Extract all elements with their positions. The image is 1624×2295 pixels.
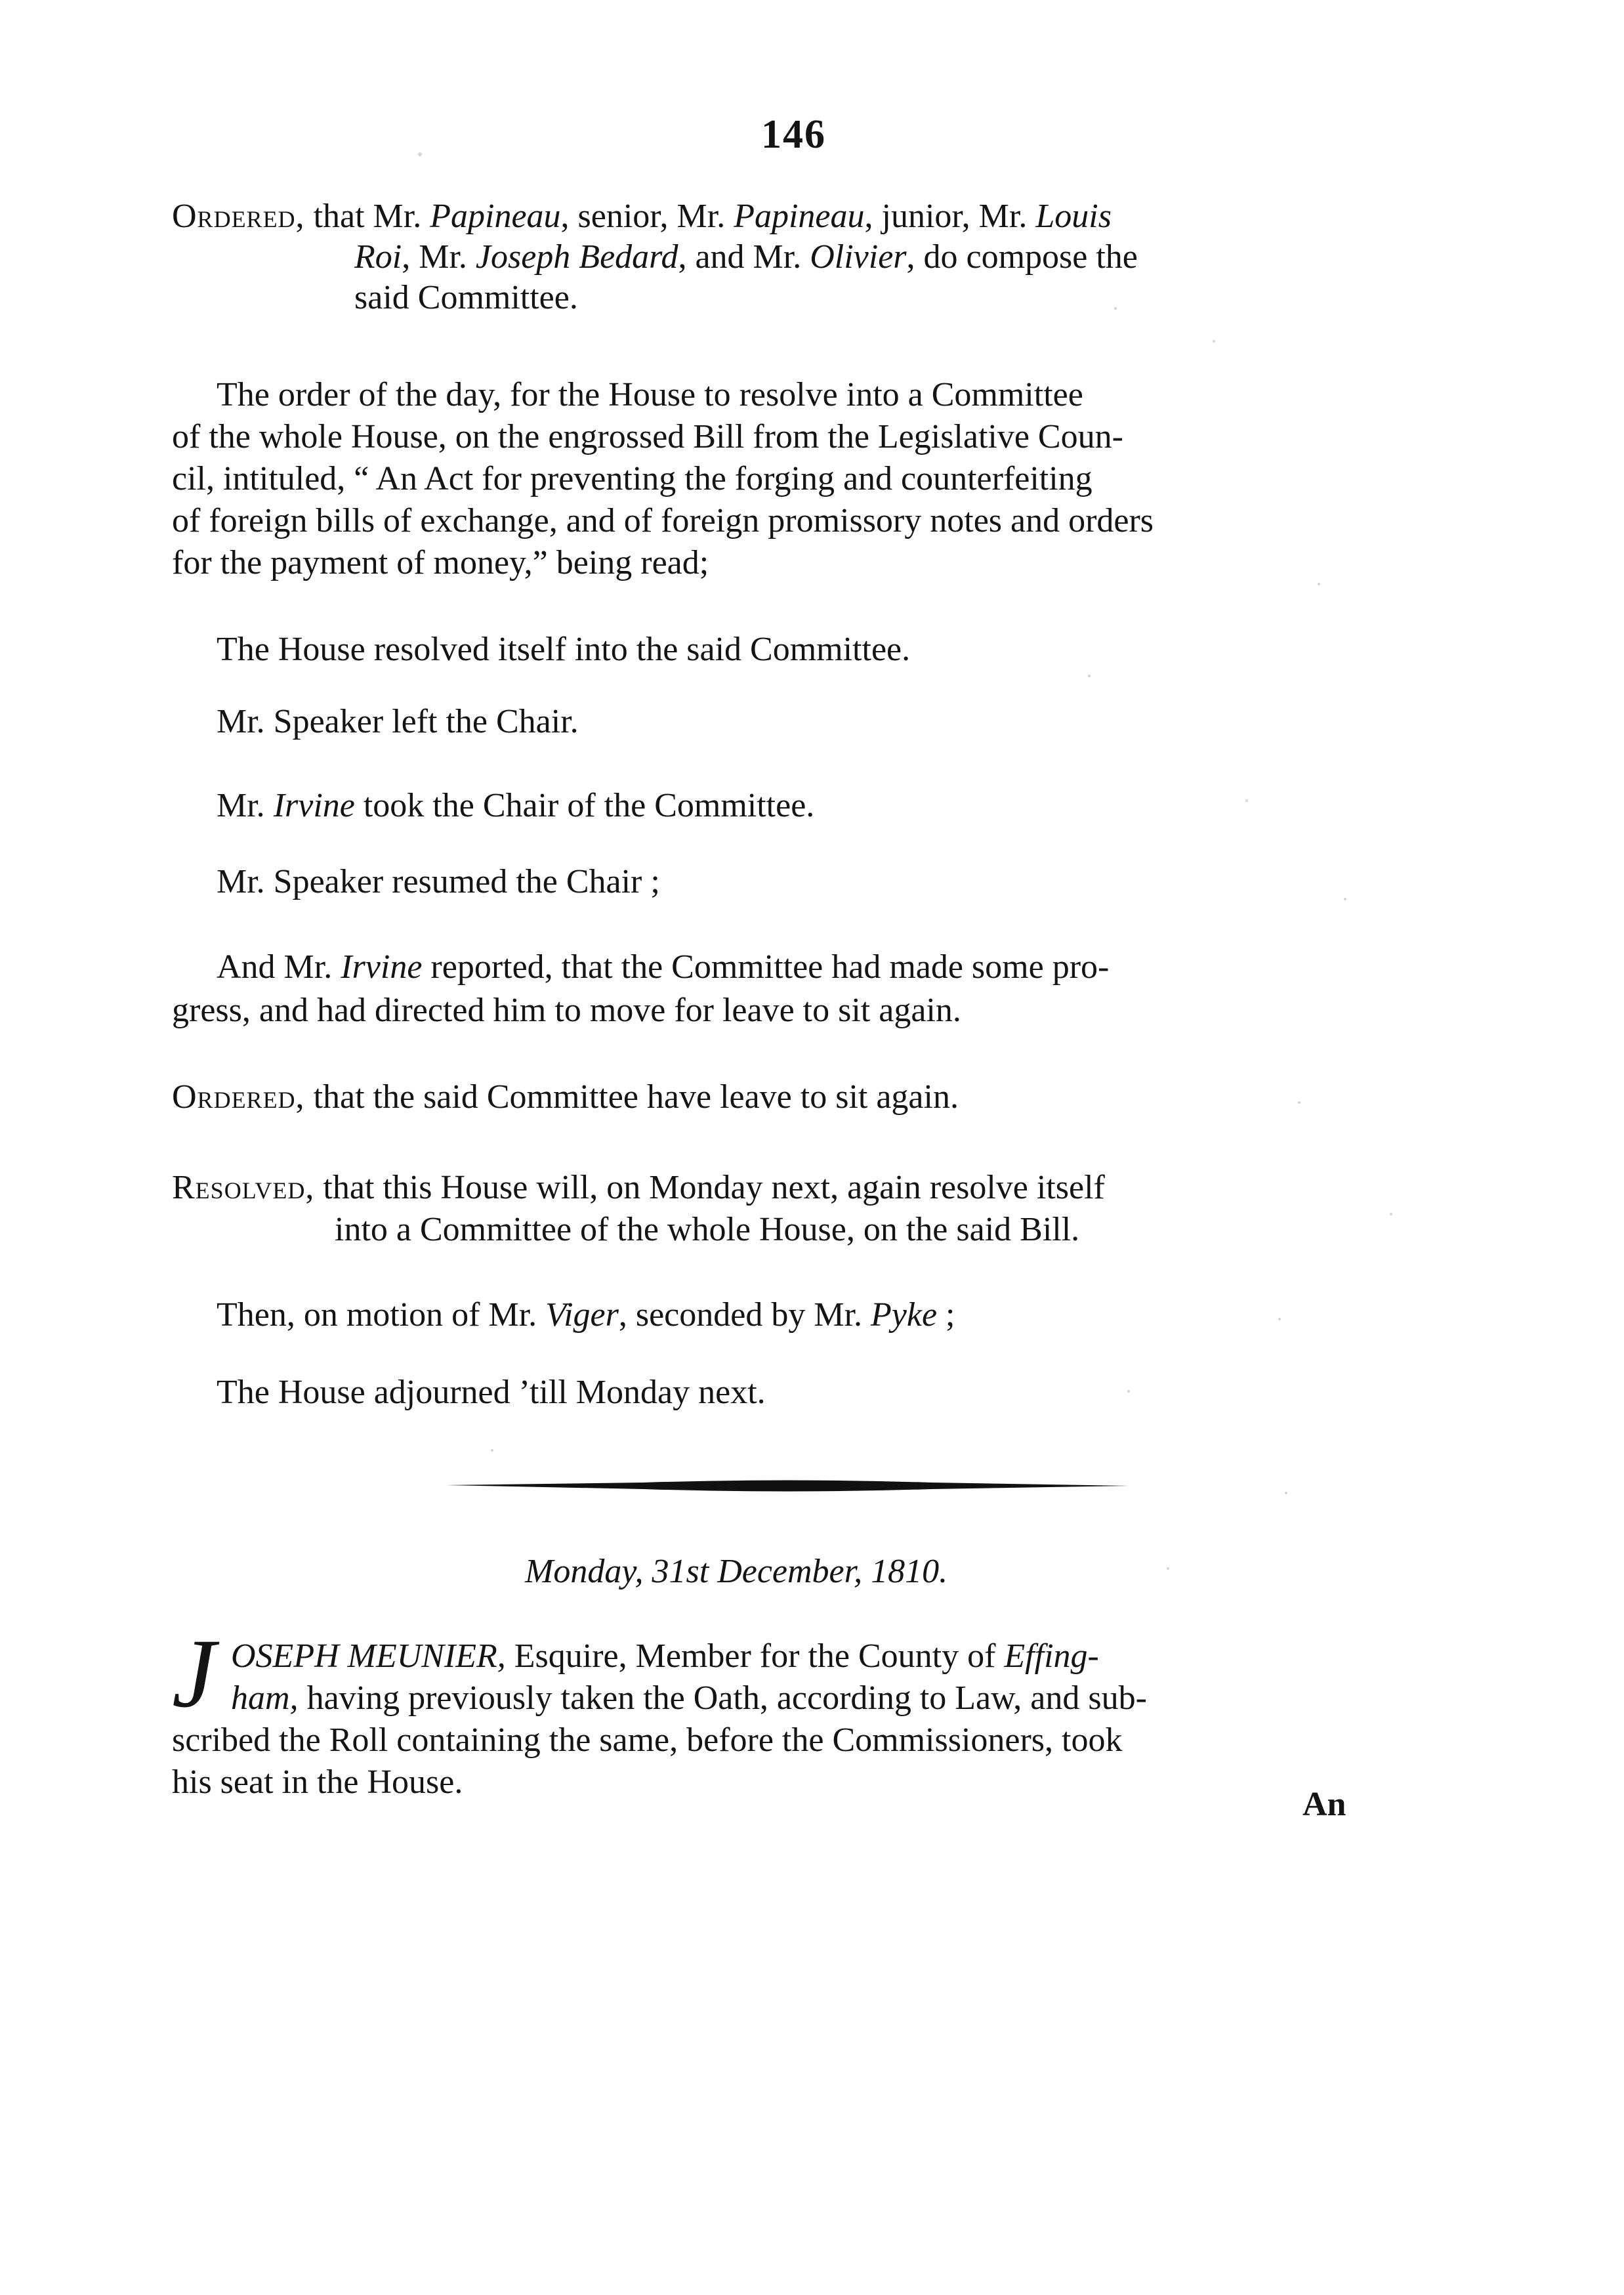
ordered-leave-to-sit [172,1076,959,1118]
speaker-resumed-chair: Mr. Speaker resumed the Chair ; [217,863,660,900]
member-name: Pyke [871,1296,938,1334]
text: , senior, Mr. [560,198,734,235]
catchword: An [1302,1786,1346,1823]
text: ; [937,1296,955,1334]
meunier-line-1 [231,1635,1099,1677]
page-number: 146 [761,112,826,157]
text: reported, that the Committee had made some pro- [422,948,1110,986]
text: Then, on motion of Mr. [217,1296,546,1334]
member-name: Joseph Bedard [475,238,678,276]
text: Esquire, Member for the County of [505,1637,1005,1675]
meunier-line-2 [231,1677,1147,1719]
ordered-committee-line-1 [172,196,1112,238]
drop-cap: J [172,1619,216,1728]
text: having previously taken the Oath, according to Law, and sub- [298,1679,1147,1717]
meunier-line-4: his seat in the House. [172,1763,463,1801]
text: And Mr. [217,948,341,986]
house-adjourned: The House adjourned ’till Monday next. [217,1374,766,1411]
member-name: Louis [1035,198,1112,235]
member-name: OSEPH MEUNIER, [231,1637,506,1675]
text: that Mr. [304,198,430,235]
section-divider [446,1477,1129,1496]
member-name: Irvine [273,787,355,824]
ordered-keyword: Ordered, [172,198,305,235]
resolved-monday-line-1 [172,1167,1105,1209]
order-of-day-line-4: of foreign bills of exchange, and of foreign promissory notes and orders [172,502,1154,539]
text: , junior, Mr. [864,198,1036,235]
text: , do compose the [906,238,1138,276]
order-of-day-line-5: for the payment of money,” being read; [172,544,709,581]
text: , and Mr. [678,238,810,276]
ordered-committee-line-3: said Committee. [354,279,578,316]
member-name: Papineau [734,198,865,235]
text: Mr. [217,787,274,824]
meunier-line-3: scribed the Roll containing the same, before the Commissioners, took [172,1721,1123,1759]
irvine-took-chair [217,785,814,827]
text: , seconded by Mr. [618,1296,871,1334]
text: that the said Committee have leave to sit again. [304,1078,959,1116]
order-of-day-line-3: cil, intituled, “ An Act for preventing the forging and counterfeiting [172,460,1093,497]
member-name: Viger [545,1296,619,1334]
ordered-committee-line-2 [354,236,1138,278]
motion-line [217,1294,955,1336]
order-of-day-line-2: of the whole House, on the engrossed Bill from the Legislative Coun- [172,418,1123,455]
county-name: ham, [231,1679,299,1717]
house-resolved-committee: The House resolved itself into the said Committee. [217,631,911,668]
text: took the Chair of the Committee. [354,787,815,824]
date-heading: Monday, 31st December, 1810. [525,1553,948,1590]
irvine-reported-line-2: gress, and had directed him to move for leave to sit again. [172,992,961,1029]
member-name: Irvine [341,948,423,986]
ordered-keyword: Ordered, [172,1078,305,1116]
resolved-monday-line-2: into a Committee of the whole House, on the said Bill. [335,1211,1080,1248]
order-of-day-line-1: The order of the day, for the House to resolve into a Committee [217,376,1083,413]
member-name: Roi [354,238,402,276]
irvine-reported-line-1 [217,946,1109,988]
speaker-left-chair: Mr. Speaker left the Chair. [217,703,579,740]
member-name: Papineau [430,198,561,235]
text: that this House will, on Monday next, again resolve itself [314,1169,1105,1206]
member-name: Olivier [810,238,907,276]
resolved-keyword: Resolved, [172,1169,315,1206]
text: , Mr. [402,238,476,276]
county-name: Effing- [1004,1637,1099,1675]
